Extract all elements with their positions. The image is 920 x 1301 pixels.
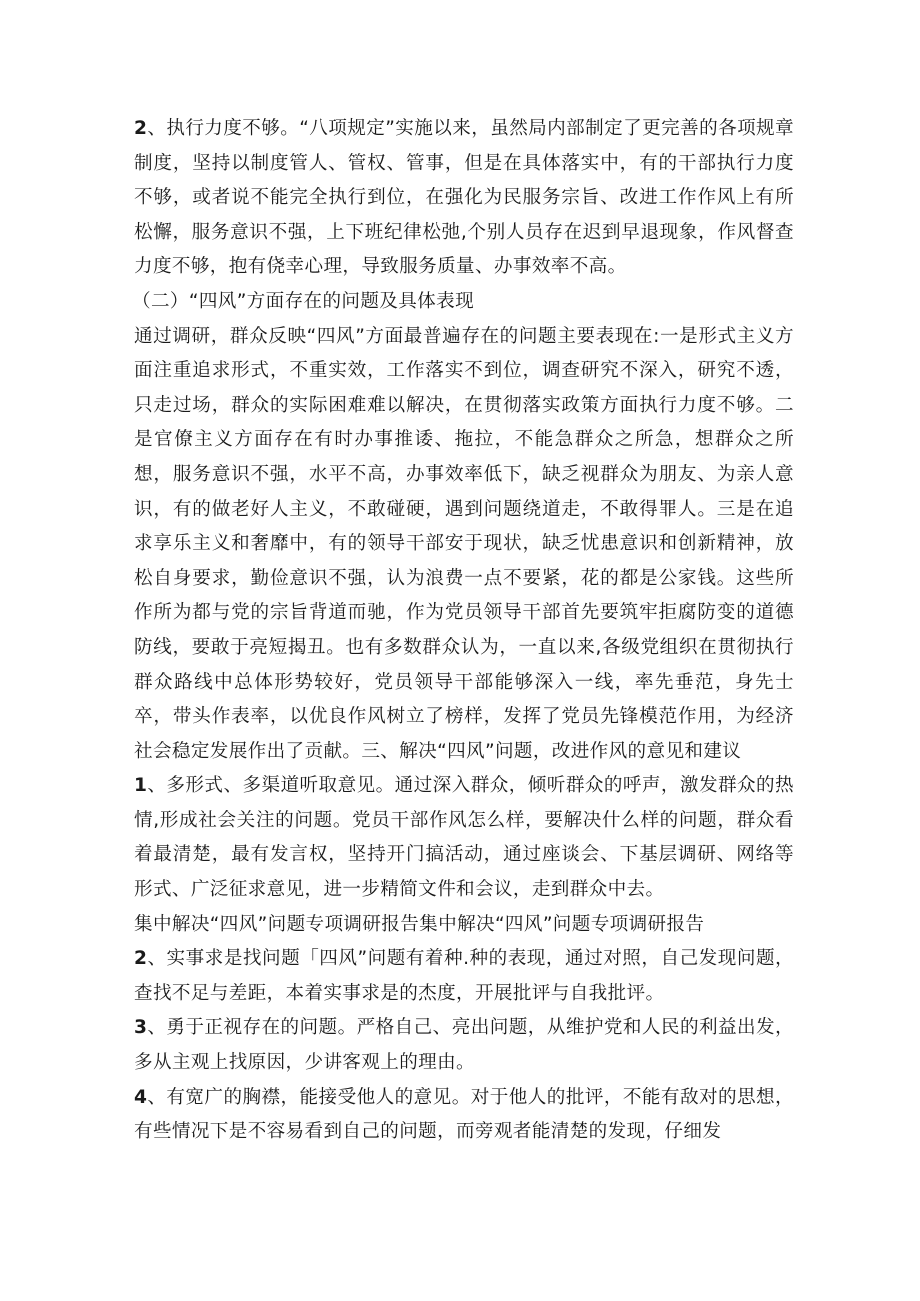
paragraph-text: 通过调研，群众反映“四风”方面最普遍存在的问题主要表现在:一是形式主义方面注重追求形式，不重实效，工作落实不到位，调查研究不深入，研究不透，只走过场，群众的实际困难难以解决，在贯彻落实政策方面执行力度不够。二是官僚主义方面存在有时办事推诿、拖拉，不能急群众之所急，想群众之所想，服务意识不强，水平不高，办事效率低下，缺乏视群众为朋友、为亲人意识，有的做老好人主义，不敢碰硬，遇到问题绕道走，不敢得罪人。三是在追求享乐主义和奢靡中，有的领导干部安于现状，缺乏忧患意识和创新精神，放松自身要求，勤俭意识不强，认为浪费一点不要紧，花的都是公家钱。这些所作所为都与党的宗旨背道而驰，作为党员领导干部首先要筑牢拒腐防变的道德防线，要敢于亮短揭丑。也有多数群众认为，一直以来,各级党组织在贯彻执行群众路线中总体形势较好，党员领导干部能够深入一线，率先垂范，身先士卒，带头作表率，以优良作风树立了榜样，发挥了党员先锋模范作用，为经济社会稳定发展作出了贡献。三、解决“四风”问题，改进作风的意见和建议 [134,325,794,762]
paragraph-face-problems [134,1011,794,1080]
section-heading-four-winds [132,285,794,320]
item-number: 3 [134,1017,148,1039]
item-number: 2 [134,118,148,139]
paragraph-text: 、有宽广的胸襟，能接受他人的意见。对于他人的批评，不能有敌对的思想，有些情况下是不容易看到自己的问题，而旁观者能清楚的发现，仔细发 [134,1086,794,1143]
paragraph-text: 、实事求是找问题「四风”问题有着种.种的表现，通过对照，自己发现问题，查找不足与差距，本着实事求是的杰度，开展批评与自我批评。 [134,948,794,1004]
paragraph-survey-findings [134,320,794,770]
paragraph-accept-opinions [134,1081,794,1150]
paragraph-seek-truth [134,942,794,1011]
item-number: 1 [134,775,148,797]
paragraph-text: 、执行力度不够。“八项规定”实施以来，虽然局内部制定了更完善的各项规章制度，坚持以制度管人、管权、管事，但是在具体落实中，有的干部执行力度不够，或者说不能完全执行到位，在强化为民服务宗旨、改进工作作风上有所松懈，服务意识不强，上下班纪律松弛,个别人员存在迟到早退现象，作风督查力度不够，抱有侥幸心理，导致服务质量、办事效率不高。 [134,118,794,278]
heading-text: （二）“四风”方面存在的问题及具体表现 [132,290,475,312]
paragraph-text: 集中解决“四风”问题专项调研报告集中解决“四风”问题专项调研报告 [134,913,705,935]
document-body [134,112,794,1150]
paragraph-listen-opinions [134,769,794,907]
item-number: 4 [134,1086,148,1108]
paragraph-text: 、勇于正视存在的问题。严格自己、亮出问题，从维护党和人民的利益出发，多从主观上找原因，少讲客观上的理由。 [134,1017,794,1074]
item-number: 2 [134,948,148,970]
paragraph-report-title [134,908,794,943]
paragraph-text: 、多形式、多渠道听取意见。通过深入群众，倾听群众的呼声，激发群众的热情,形成社会关注的问题。党员干部作风怎么样，要解决什么样的问题，群众看着最清楚，最有发言权，坚持开门搞活动，通过座谈会、下基层调研、网络等形式、广泛征求意见，进一步精简文件和会议，走到群众中去。 [134,775,794,901]
paragraph-execution-strength [134,112,794,285]
